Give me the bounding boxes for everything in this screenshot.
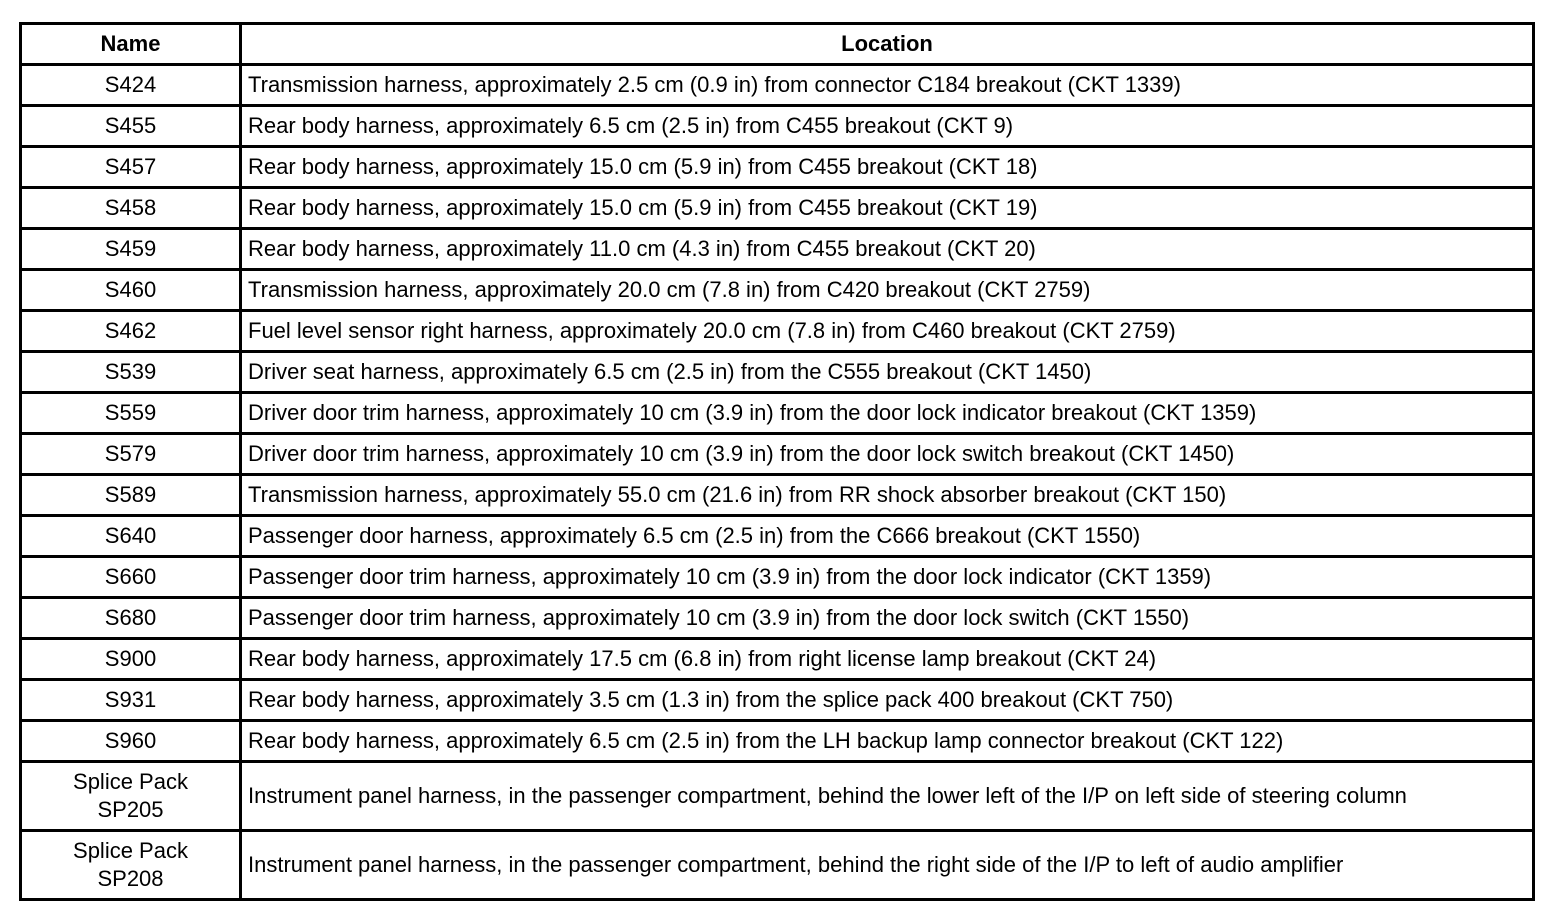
splice-location-cell: Rear body harness, approximately 11.0 cm (4.3 in) from C455 breakout (CKT 20): [241, 229, 1534, 270]
table-row: [21, 188, 1534, 229]
splice-location-cell: Rear body harness, approximately 15.0 cm (5.9 in) from C455 breakout (CKT 19): [241, 188, 1534, 229]
splice-name-cell: S457: [21, 147, 241, 188]
splice-name-cell: S931: [21, 680, 241, 721]
table-row: [21, 270, 1534, 311]
table-header: [21, 24, 1534, 65]
table-row: [21, 434, 1534, 475]
table-row: [21, 516, 1534, 557]
splice-name-cell: S539: [21, 352, 241, 393]
splice-location-table: [19, 22, 1535, 901]
splice-location-cell: Driver door trim harness, approximately 10 cm (3.9 in) from the door lock indicator breakout (CKT 1359): [241, 393, 1534, 434]
splice-location-cell: Rear body harness, approximately 3.5 cm (1.3 in) from the splice pack 400 breakout (CKT 750): [241, 680, 1534, 721]
table-row: [21, 147, 1534, 188]
splice-name-cell: S462: [21, 311, 241, 352]
table-row: [21, 229, 1534, 270]
table-row: [21, 680, 1534, 721]
splice-location-cell: Rear body harness, approximately 17.5 cm (6.8 in) from right license lamp breakout (CKT 24): [241, 639, 1534, 680]
name-column-header: Name: [21, 24, 241, 65]
splice-location-cell: Transmission harness, approximately 2.5 cm (0.9 in) from connector C184 breakout (CKT 1339): [241, 65, 1534, 106]
splice-pack-id: SP205: [97, 797, 164, 822]
splice-location-cell: Passenger door trim harness, approximately 10 cm (3.9 in) from the door lock switch (CKT 1550): [241, 598, 1534, 639]
splice-location-cell: Driver door trim harness, approximately 10 cm (3.9 in) from the door lock switch breakout (CKT 1450): [241, 434, 1534, 475]
splice-name-cell: S455: [21, 106, 241, 147]
splice-name-cell: S424: [21, 65, 241, 106]
splice-location-cell: Instrument panel harness, in the passenger compartment, behind the right side of the I/P to left of audio amplifier: [241, 831, 1534, 900]
splice-location-cell: Rear body harness, approximately 15.0 cm (5.9 in) from C455 breakout (CKT 18): [241, 147, 1534, 188]
table-row: [21, 393, 1534, 434]
table-row: [21, 557, 1534, 598]
table-body: [21, 65, 1534, 900]
table-row: [21, 65, 1534, 106]
splice-location-cell: Passenger door trim harness, approximately 10 cm (3.9 in) from the door lock indicator (CKT 1359): [241, 557, 1534, 598]
table-row: [21, 475, 1534, 516]
splice-location-cell: Rear body harness, approximately 6.5 cm (2.5 in) from C455 breakout (CKT 9): [241, 106, 1534, 147]
splice-location-cell: Transmission harness, approximately 20.0 cm (7.8 in) from C420 breakout (CKT 2759): [241, 270, 1534, 311]
splice-name-cell: S640: [21, 516, 241, 557]
splice-name-cell: S579: [21, 434, 241, 475]
splice-name-cell: S960: [21, 721, 241, 762]
table-row: [21, 721, 1534, 762]
splice-name-cell: S589: [21, 475, 241, 516]
splice-name-cell: S559: [21, 393, 241, 434]
splice-pack-id: SP208: [97, 866, 164, 891]
location-column-header: Location: [241, 24, 1534, 65]
splice-location-cell: Driver seat harness, approximately 6.5 cm (2.5 in) from the C555 breakout (CKT 1450): [241, 352, 1534, 393]
splice-location-cell: Fuel level sensor right harness, approximately 20.0 cm (7.8 in) from C460 breakout (CKT 2759): [241, 311, 1534, 352]
splice-name-cell: S660: [21, 557, 241, 598]
splice-pack-label: Splice Pack: [73, 769, 188, 794]
splice-location-cell: Passenger door harness, approximately 6.5 cm (2.5 in) from the C666 breakout (CKT 1550): [241, 516, 1534, 557]
table-row: [21, 639, 1534, 680]
splice-location-cell: Transmission harness, approximately 55.0 cm (21.6 in) from RR shock absorber breakout (CKT 150): [241, 475, 1534, 516]
splice-name-cell: S900: [21, 639, 241, 680]
table-row: [21, 311, 1534, 352]
table-row: [21, 831, 1534, 900]
splice-name-cell: S458: [21, 188, 241, 229]
table-row: [21, 762, 1534, 831]
header-row: [21, 24, 1534, 65]
table-row: [21, 106, 1534, 147]
splice-location-cell: Instrument panel harness, in the passenger compartment, behind the lower left of the I/P on left side of steering column: [241, 762, 1534, 831]
splice-name-cell: S459: [21, 229, 241, 270]
splice-location-cell: Rear body harness, approximately 6.5 cm (2.5 in) from the LH backup lamp connector breakout (CKT 122): [241, 721, 1534, 762]
table-row: [21, 352, 1534, 393]
splice-name-cell: [21, 762, 241, 831]
splice-pack-label: Splice Pack: [73, 838, 188, 863]
table-row: [21, 598, 1534, 639]
splice-name-cell: S680: [21, 598, 241, 639]
splice-name-cell: [21, 831, 241, 900]
splice-name-cell: S460: [21, 270, 241, 311]
